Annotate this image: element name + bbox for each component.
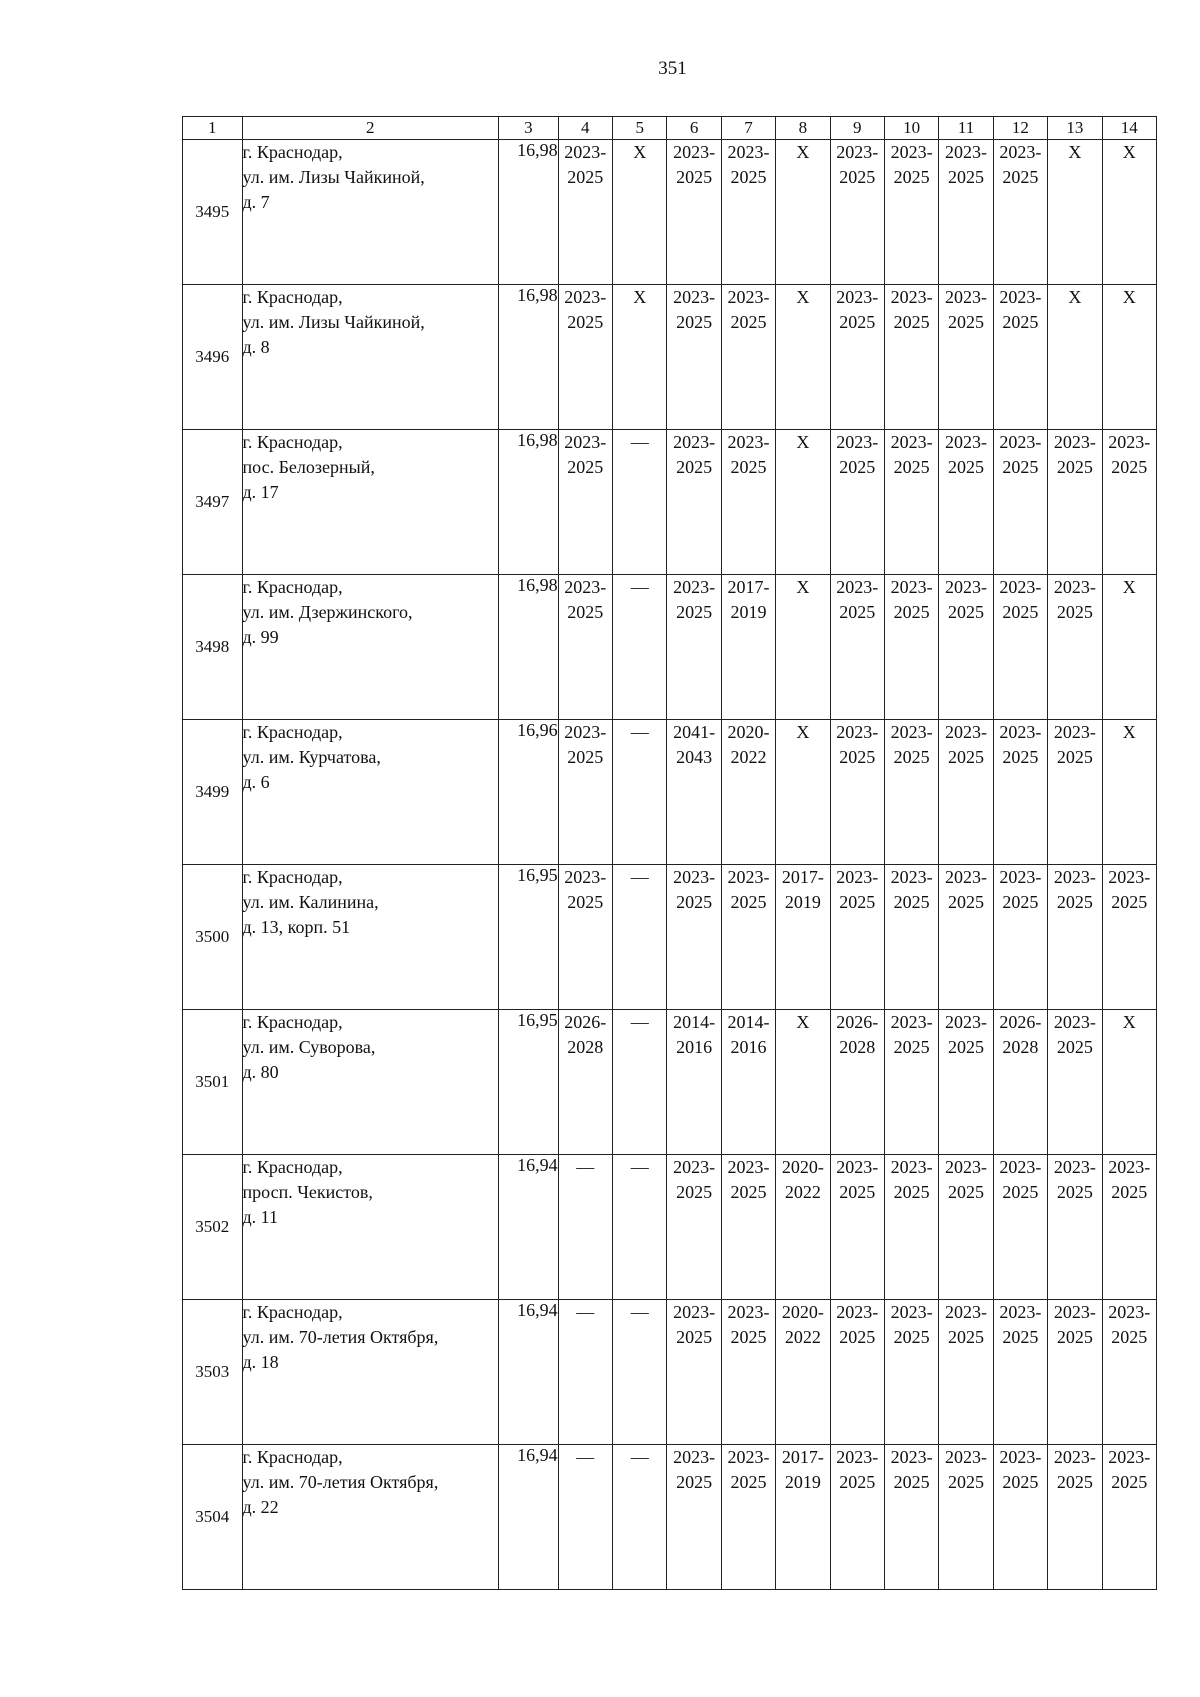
period-cell-col-9: 2023- 2025 — [830, 720, 884, 865]
period-cell-col-14: X — [1102, 720, 1156, 865]
period-cell-col-11: 2023- 2025 — [939, 1300, 993, 1445]
column-header-3: 3 — [499, 117, 559, 140]
value-cell: 16,96 — [499, 720, 559, 865]
period-cell-col-6: 2023- 2025 — [667, 140, 721, 285]
address-line: ул. им. Лизы Чайкиной, — [242, 167, 425, 187]
column-header-7: 7 — [721, 117, 775, 140]
table-row — [183, 1010, 1157, 1155]
period-cell-col-5: X — [613, 140, 667, 285]
address-line: ул. им. 70-летия Октября, — [242, 1327, 439, 1347]
table-row — [183, 285, 1157, 430]
period-cell-col-12: 2023- 2025 — [993, 1445, 1047, 1590]
address-line: г. Краснодар, — [242, 1302, 343, 1322]
period-cell-col-9: 2023- 2025 — [830, 575, 884, 720]
period-cell-col-4: — — [558, 1300, 612, 1445]
period-cell-col-8: X — [776, 285, 830, 430]
period-cell-col-11: 2023- 2025 — [939, 865, 993, 1010]
address-line: ул. им. Лизы Чайкиной, — [242, 312, 425, 332]
period-cell-col-5: — — [613, 1300, 667, 1445]
period-cell-col-7: 2023- 2025 — [721, 1300, 775, 1445]
column-header-5: 5 — [613, 117, 667, 140]
period-cell-col-13: 2023- 2025 — [1048, 1445, 1102, 1590]
header-row — [183, 117, 1157, 140]
table-row — [183, 430, 1157, 575]
period-cell-col-8: 2020- 2022 — [776, 1155, 830, 1300]
address-line: г. Краснодар, — [242, 287, 343, 307]
address-line: д. 18 — [242, 1352, 279, 1372]
period-cell-col-11: 2023- 2025 — [939, 1010, 993, 1155]
period-cell-col-14: X — [1102, 1010, 1156, 1155]
column-header-6: 6 — [667, 117, 721, 140]
table-row — [183, 720, 1157, 865]
period-cell-col-12: 2026- 2028 — [993, 1010, 1047, 1155]
row-number: 3504 — [183, 1445, 243, 1590]
column-header-14: 14 — [1102, 117, 1156, 140]
address-line: г. Краснодар, — [242, 1447, 343, 1467]
address-line: просп. Чекистов, — [242, 1182, 373, 1202]
period-cell-col-13: 2023- 2025 — [1048, 1010, 1102, 1155]
period-cell-col-6: 2023- 2025 — [667, 1300, 721, 1445]
row-number: 3500 — [183, 865, 243, 1010]
column-header-10: 10 — [884, 117, 938, 140]
row-number: 3502 — [183, 1155, 243, 1300]
period-cell-col-4: — — [558, 1155, 612, 1300]
period-cell-col-4: 2026- 2028 — [558, 1010, 612, 1155]
table-row — [183, 140, 1157, 285]
value-cell: 16,98 — [499, 430, 559, 575]
period-cell-col-13: 2023- 2025 — [1048, 1300, 1102, 1445]
table-row — [183, 1300, 1157, 1445]
value-cell: 16,98 — [499, 575, 559, 720]
column-header-4: 4 — [558, 117, 612, 140]
period-cell-col-12: 2023- 2025 — [993, 430, 1047, 575]
period-cell-col-11: 2023- 2025 — [939, 140, 993, 285]
address-line: г. Краснодар, — [242, 722, 343, 742]
period-cell-col-14: 2023- 2025 — [1102, 865, 1156, 1010]
column-header-2: 2 — [242, 117, 499, 140]
period-cell-col-10: 2023- 2025 — [884, 285, 938, 430]
period-cell-col-14: 2023- 2025 — [1102, 1155, 1156, 1300]
period-cell-col-13: 2023- 2025 — [1048, 575, 1102, 720]
period-cell-col-11: 2023- 2025 — [939, 1155, 993, 1300]
period-cell-col-8: X — [776, 575, 830, 720]
period-cell-col-12: 2023- 2025 — [993, 865, 1047, 1010]
period-cell-col-6: 2023- 2025 — [667, 1445, 721, 1590]
period-cell-col-7: 2023- 2025 — [721, 865, 775, 1010]
table-row — [183, 1445, 1157, 1590]
address-line: д. 11 — [242, 1207, 279, 1227]
period-cell-col-9: 2023- 2025 — [830, 140, 884, 285]
period-cell-col-13: X — [1048, 285, 1102, 430]
period-cell-col-7: 2023- 2025 — [721, 430, 775, 575]
column-header-8: 8 — [776, 117, 830, 140]
period-cell-col-9: 2023- 2025 — [830, 1155, 884, 1300]
table-row — [183, 1155, 1157, 1300]
period-cell-col-5: X — [613, 285, 667, 430]
table-row — [183, 575, 1157, 720]
row-number: 3501 — [183, 1010, 243, 1155]
period-cell-col-5: — — [613, 720, 667, 865]
period-cell-col-13: 2023- 2025 — [1048, 1155, 1102, 1300]
address-line: г. Краснодар, — [242, 432, 343, 452]
column-header-12: 12 — [993, 117, 1047, 140]
period-cell-col-8: 2020- 2022 — [776, 1300, 830, 1445]
period-cell-col-9: 2023- 2025 — [830, 1445, 884, 1590]
period-cell-col-5: — — [613, 1445, 667, 1590]
period-cell-col-7: 2023- 2025 — [721, 1445, 775, 1590]
period-cell-col-13: 2023- 2025 — [1048, 430, 1102, 575]
period-cell-col-11: 2023- 2025 — [939, 285, 993, 430]
period-cell-col-5: — — [613, 575, 667, 720]
address-line: д. 17 — [242, 482, 279, 502]
period-cell-col-9: 2023- 2025 — [830, 285, 884, 430]
value-cell: 16,94 — [499, 1300, 559, 1445]
period-cell-col-11: 2023- 2025 — [939, 575, 993, 720]
period-cell-col-9: 2023- 2025 — [830, 865, 884, 1010]
period-cell-col-6: 2023- 2025 — [667, 430, 721, 575]
address-line: д. 80 — [242, 1062, 279, 1082]
period-cell-col-5: — — [613, 1010, 667, 1155]
period-cell-col-6: 2041- 2043 — [667, 720, 721, 865]
period-cell-col-14: X — [1102, 575, 1156, 720]
period-cell-col-14: X — [1102, 285, 1156, 430]
period-cell-col-11: 2023- 2025 — [939, 720, 993, 865]
period-cell-col-7: 2023- 2025 — [721, 285, 775, 430]
period-cell-col-12: 2023- 2025 — [993, 720, 1047, 865]
value-cell: 16,98 — [499, 140, 559, 285]
address-line: д. 99 — [242, 627, 279, 647]
row-number: 3499 — [183, 720, 243, 865]
period-cell-col-13: 2023- 2025 — [1048, 865, 1102, 1010]
period-cell-col-6: 2023- 2025 — [667, 1155, 721, 1300]
address-line: г. Краснодар, — [242, 1012, 343, 1032]
period-cell-col-12: 2023- 2025 — [993, 575, 1047, 720]
address-cell — [242, 1300, 499, 1445]
period-cell-col-13: X — [1048, 140, 1102, 285]
address-line: г. Краснодар, — [242, 1157, 343, 1177]
address-cell — [242, 1010, 499, 1155]
address-line: ул. им. Суворова, — [242, 1037, 376, 1057]
address-line: д. 6 — [242, 772, 270, 792]
period-cell-col-14: 2023- 2025 — [1102, 1445, 1156, 1590]
period-cell-col-5: — — [613, 430, 667, 575]
period-cell-col-12: 2023- 2025 — [993, 1155, 1047, 1300]
row-number: 3498 — [183, 575, 243, 720]
column-header-13: 13 — [1048, 117, 1102, 140]
period-cell-col-10: 2023- 2025 — [884, 1010, 938, 1155]
period-cell-col-6: 2023- 2025 — [667, 865, 721, 1010]
period-cell-col-9: 2023- 2025 — [830, 430, 884, 575]
column-header-9: 9 — [830, 117, 884, 140]
address-line: д. 8 — [242, 337, 270, 357]
value-cell: 16,94 — [499, 1155, 559, 1300]
period-cell-col-4: 2023- 2025 — [558, 430, 612, 575]
address-line: ул. им. Калинина, — [242, 892, 379, 912]
period-cell-col-7: 2020- 2022 — [721, 720, 775, 865]
period-cell-col-10: 2023- 2025 — [884, 140, 938, 285]
period-cell-col-4: — — [558, 1445, 612, 1590]
address-cell — [242, 865, 499, 1010]
period-cell-col-12: 2023- 2025 — [993, 140, 1047, 285]
period-cell-col-7: 2017- 2019 — [721, 575, 775, 720]
column-header-1: 1 — [183, 117, 243, 140]
address-line: г. Краснодар, — [242, 577, 343, 597]
period-cell-col-10: 2023- 2025 — [884, 720, 938, 865]
row-number: 3496 — [183, 285, 243, 430]
period-cell-col-5: — — [613, 1155, 667, 1300]
row-number: 3495 — [183, 140, 243, 285]
address-line: д. 13, корп. 51 — [242, 917, 351, 937]
period-cell-col-13: 2023- 2025 — [1048, 720, 1102, 865]
period-cell-col-7: 2023- 2025 — [721, 140, 775, 285]
period-cell-col-12: 2023- 2025 — [993, 1300, 1047, 1445]
column-header-11: 11 — [939, 117, 993, 140]
address-line: пос. Белозерный, — [242, 457, 375, 477]
period-cell-col-10: 2023- 2025 — [884, 1300, 938, 1445]
period-cell-col-10: 2023- 2025 — [884, 430, 938, 575]
period-cell-col-14: 2023- 2025 — [1102, 1300, 1156, 1445]
period-cell-col-7: 2014- 2016 — [721, 1010, 775, 1155]
address-cell — [242, 1155, 499, 1300]
period-cell-col-9: 2023- 2025 — [830, 1300, 884, 1445]
period-cell-col-4: 2023- 2025 — [558, 140, 612, 285]
address-cell — [242, 1445, 499, 1590]
period-cell-col-8: X — [776, 1010, 830, 1155]
address-cell — [242, 140, 499, 285]
period-cell-col-4: 2023- 2025 — [558, 865, 612, 1010]
address-cell — [242, 575, 499, 720]
value-cell: 16,95 — [499, 865, 559, 1010]
period-cell-col-12: 2023- 2025 — [993, 285, 1047, 430]
period-cell-col-4: 2023- 2025 — [558, 285, 612, 430]
address-cell — [242, 285, 499, 430]
period-cell-col-4: 2023- 2025 — [558, 575, 612, 720]
period-cell-col-10: 2023- 2025 — [884, 1155, 938, 1300]
address-cell — [242, 430, 499, 575]
period-cell-col-7: 2023- 2025 — [721, 1155, 775, 1300]
table-body — [183, 140, 1157, 1590]
address-line: ул. им. Дзержинского, — [242, 602, 413, 622]
period-cell-col-6: 2014- 2016 — [667, 1010, 721, 1155]
row-number: 3497 — [183, 430, 243, 575]
period-cell-col-10: 2023- 2025 — [884, 865, 938, 1010]
period-cell-col-5: — — [613, 865, 667, 1010]
address-line: ул. им. 70-летия Октября, — [242, 1472, 439, 1492]
period-cell-col-11: 2023- 2025 — [939, 430, 993, 575]
address-line: г. Краснодар, — [242, 142, 343, 162]
period-cell-col-8: X — [776, 430, 830, 575]
period-cell-col-9: 2026- 2028 — [830, 1010, 884, 1155]
address-line: д. 7 — [242, 192, 270, 212]
period-cell-col-8: X — [776, 720, 830, 865]
period-cell-col-11: 2023- 2025 — [939, 1445, 993, 1590]
row-number: 3503 — [183, 1300, 243, 1445]
page-number: 351 — [658, 58, 687, 79]
address-line: ул. им. Курчатова, — [242, 747, 381, 767]
period-cell-col-4: 2023- 2025 — [558, 720, 612, 865]
value-cell: 16,94 — [499, 1445, 559, 1590]
period-cell-col-14: X — [1102, 140, 1156, 285]
value-cell: 16,95 — [499, 1010, 559, 1155]
period-cell-col-6: 2023- 2025 — [667, 575, 721, 720]
period-cell-col-6: 2023- 2025 — [667, 285, 721, 430]
period-cell-col-10: 2023- 2025 — [884, 575, 938, 720]
table-row — [183, 865, 1157, 1010]
address-line: г. Краснодар, — [242, 867, 343, 887]
address-line: д. 22 — [242, 1497, 279, 1517]
period-cell-col-8: X — [776, 140, 830, 285]
period-cell-col-14: 2023- 2025 — [1102, 430, 1156, 575]
table-header — [183, 117, 1157, 140]
value-cell: 16,98 — [499, 285, 559, 430]
period-cell-col-10: 2023- 2025 — [884, 1445, 938, 1590]
period-cell-col-8: 2017- 2019 — [776, 865, 830, 1010]
address-cell — [242, 720, 499, 865]
schedule-table — [182, 116, 1157, 1590]
period-cell-col-8: 2017- 2019 — [776, 1445, 830, 1590]
